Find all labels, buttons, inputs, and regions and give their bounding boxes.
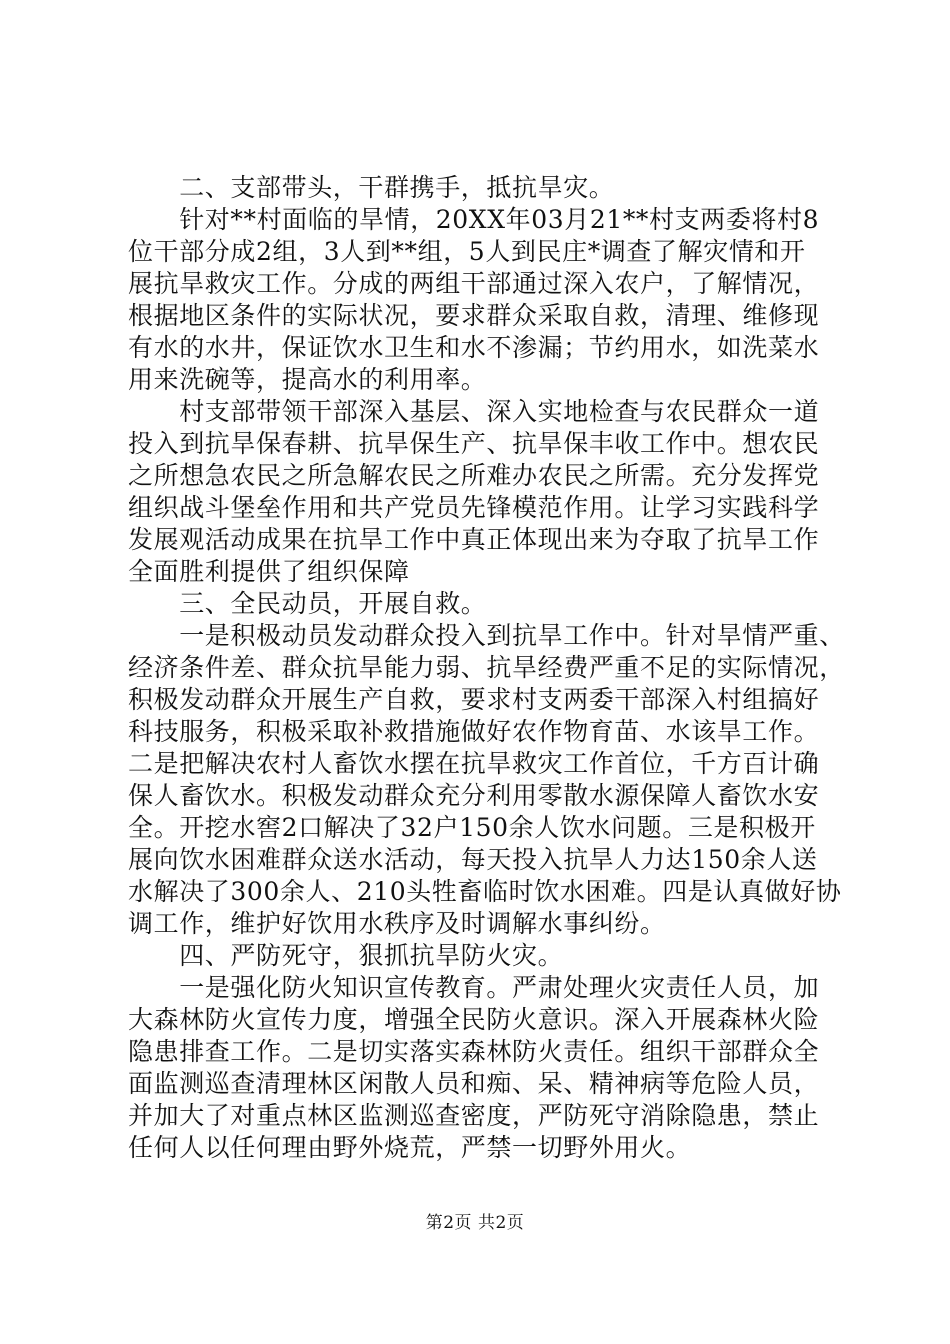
text-line: 村支部带领干部深入基层、深入实地检查与农民群众一道 xyxy=(128,397,820,426)
text-line: 一是积极动员发动群众投入到抗旱工作中。针对旱情严重、 xyxy=(128,621,845,650)
text-line: 全。开挖水窖2口解决了32户150余人饮水问题。三是积极开 xyxy=(128,813,816,842)
text-line: 用来洗碗等，提高水的利用率。 xyxy=(128,365,487,394)
text-line: 任何人以任何理由野外烧荒，严禁一切野外用火。 xyxy=(128,1133,692,1162)
text-line: 并加大了对重点林区监测巡查密度，严防死守消除隐患，禁止 xyxy=(128,1101,820,1130)
text-line: 一是强化防火知识宣传教育。严肃处理火灾责任人员，加 xyxy=(128,973,820,1002)
page-footer: 第2页 共2页 xyxy=(425,1213,525,1233)
text-line: 全面胜利提供了组织保障 xyxy=(128,557,410,586)
section-heading-3: 三、全民动员，开展自救。 xyxy=(128,589,487,618)
section-heading-4: 四、严防死守，狠抓抗旱防火灾。 xyxy=(128,941,564,970)
text-line: 经济条件差、群众抗旱能力弱、抗旱经费严重不足的实际情况， xyxy=(128,653,845,682)
text-line: 科技服务，积极采取补救措施做好农作物育苗、水该旱工作。 xyxy=(128,717,820,746)
text-line: 位干部分成2组，3人到**组，5人到民庄*调查了解灾情和开 xyxy=(128,237,806,266)
text-line: 展向饮水困难群众送水活动，每天投入抗旱人力达150余人送 xyxy=(128,845,818,874)
text-line: 投入到抗旱保春耕、抗旱保生产、抗旱保丰收工作中。想农民 xyxy=(128,429,820,458)
text-line: 大森林防火宣传力度，增强全民防火意识。深入开展森林火险 xyxy=(128,1005,820,1034)
text-line: 隐患排查工作。二是切实落实森林防火责任。组织干部群众全 xyxy=(128,1037,820,1066)
text-line: 之所想急农民之所急解农民之所难办农民之所需。充分发挥党 xyxy=(128,461,820,490)
text-line: 水解决了300余人、210头牲畜临时饮水困难。四是认真做好协 xyxy=(128,877,842,906)
text-line: 积极发动群众开展生产自救，要求村支两委干部深入村组搞好 xyxy=(128,685,820,714)
text-line: 组织战斗堡垒作用和共产党员先锋模范作用。让学习实践科学 xyxy=(128,493,820,522)
section-heading-2: 二、支部带头，干群携手，抵抗旱灾。 xyxy=(128,173,615,202)
text-line: 有水的水井，保证饮水卫生和水不渗漏；节约用水，如洗菜水 xyxy=(128,333,820,362)
text-line: 保人畜饮水。积极发动群众充分利用零散水源保障人畜饮水安 xyxy=(128,781,820,810)
text-line: 展抗旱救灾工作。分成的两组干部通过深入农户，了解情况， xyxy=(128,269,820,298)
text-line: 调工作，维护好饮用水秩序及时调解水事纠纷。 xyxy=(128,909,666,938)
text-line: 二是把解决农村人畜饮水摆在抗旱救灾工作首位，千方百计确 xyxy=(128,749,820,778)
text-line: 针对**村面临的旱情，20XX年03月21**村支两委将村8 xyxy=(128,205,820,234)
text-line: 根据地区条件的实际状况，要求群众采取自救，清理、维修现 xyxy=(128,301,820,330)
text-line: 发展观活动成果在抗旱工作中真正体现出来为夺取了抗旱工作 xyxy=(128,525,820,554)
text-line: 面监测巡查清理林区闲散人员和痴、呆、精神病等危险人员， xyxy=(128,1069,820,1098)
